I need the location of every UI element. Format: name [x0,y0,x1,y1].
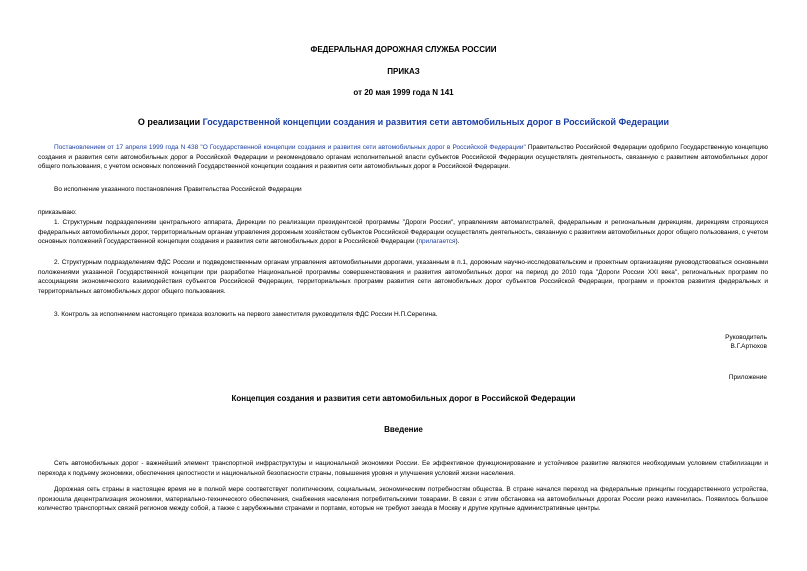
appendix-title: Концепция создания и развития сети автомобильных дорог в Российской Федерации [231,394,576,403]
title-prefix: О реализации [137,117,203,127]
document-title [0,117,807,128]
paragraph-intro-text: Правительство Российской Федерации одобрило Государственную концепцию создания и развития сети автомобильных дорог в Российской Федерации и рекомендовало органам исполнительной власти субъектов Российской Федерации осуществлять деятельность, связанную с развитием автомобильных дорог общего пользования, с учетом основных положений Государственной концепции создания и развития сети автомобильных дорог в Российской Федерации. [38,144,768,170]
paragraph-item-2: 2. Структурным подразделениям ФДС России и подведомственным органам управления автомобильными дорогами, указанным в п.1, дорожным научно-исследовательским и проектным организациям руководствоваться основными положениями указанной Государственной концепции при разработке Национальной программы совершенствования и развития автомобильных дорог на период до 2010 года "Дороги России XXI века", региональных программ по ассоциациям экономического взаимодействия субъектов Российской Федерации, территориальных программ развития сети автомобильных дорог субъектов Российской Федерации, программ и проектов развития федеральных и территориальных автомобильных дорог общего пользования. [38,259,768,295]
paragraph-item-3: 3. Контроль за исполнением настоящего приказа возложить на первого заместителя руководителя ФДС России Н.П.Серегина. [54,311,438,318]
signature-role: Руководитель [725,334,767,341]
paragraph-intro [38,143,768,172]
paragraph-execution: Во исполнение указанного постановления Правительства Российской Федерации [54,186,302,193]
paragraph-order: приказываю: [38,209,77,216]
signature-name: В.Г.Артюхов [730,343,767,350]
paragraph-item-1 [38,218,768,247]
decree-link[interactable]: Постановлением от 17 апреля 1999 года N 438 "О Государственной концепции создания и развития сети автомобильных дорог в Российской Федерации" [54,144,526,151]
item-1-text: 1. Структурным подразделениям центрального аппарата, Дирекции по реализации президентской программы "Дороги России", управлениям автомагистралей, федеральным и региональным дирекциям, дирекциям строящихся федеральных автомобильных дорог, территориальным органам управления дорожным хозяйством субъектов Российской Федерации осуществлять деятельность, связанную с развитием автомобильных дорог общего пользования, с учетом основных положений Государственной концепции создания и развития сети автомобильных дорог в Российской Федерации ( [38,219,768,245]
document-date-number: от 20 мая 1999 года N 141 [353,88,454,97]
item-1-end: ). [455,238,460,245]
intro-paragraph-2: Дорожная сеть страны в настоящее время не в полной мере соответствует политическим, социальным, экономическим потребностям общества. В стране начался переход на федеральные принципы государственного устройства, произошла децентрализация экономики, материально-технического обеспечения, снабжения населения потребительскими товарами. В связи с этим обстановка на автомобильных дорогах России резко изменилась. Появилось большое количество транспортных связей регионов между собой, а также с зарубежными странами и портами, которые не требуют заезда в Москву и другие крупные административные центры. [38,486,768,512]
section-heading: Введение [384,425,423,434]
title-link[interactable]: Государственной концепции создания и развития сети автомобильных дорог в Российской Федерации [202,117,670,127]
appendix-label: Приложение [728,374,767,381]
intro-paragraph-1: Сеть автомобильных дорог - важнейший элемент транспортной инфраструктуры и национальной экономики России. Ее эффективное функционирование и устойчивое развитие являются необходимым условием стабилизации и перехода к подъему экономики, обеспечения целостности и национальной безопасности страны, повышения уровня и улучшения условий жизни населения. [38,460,768,477]
attached-link[interactable]: прилагается [418,238,456,245]
agency-name: ФЕДЕРАЛЬНАЯ ДОРОЖНАЯ СЛУЖБА РОССИИ [310,45,497,54]
document-type: ПРИКАЗ [387,67,420,76]
